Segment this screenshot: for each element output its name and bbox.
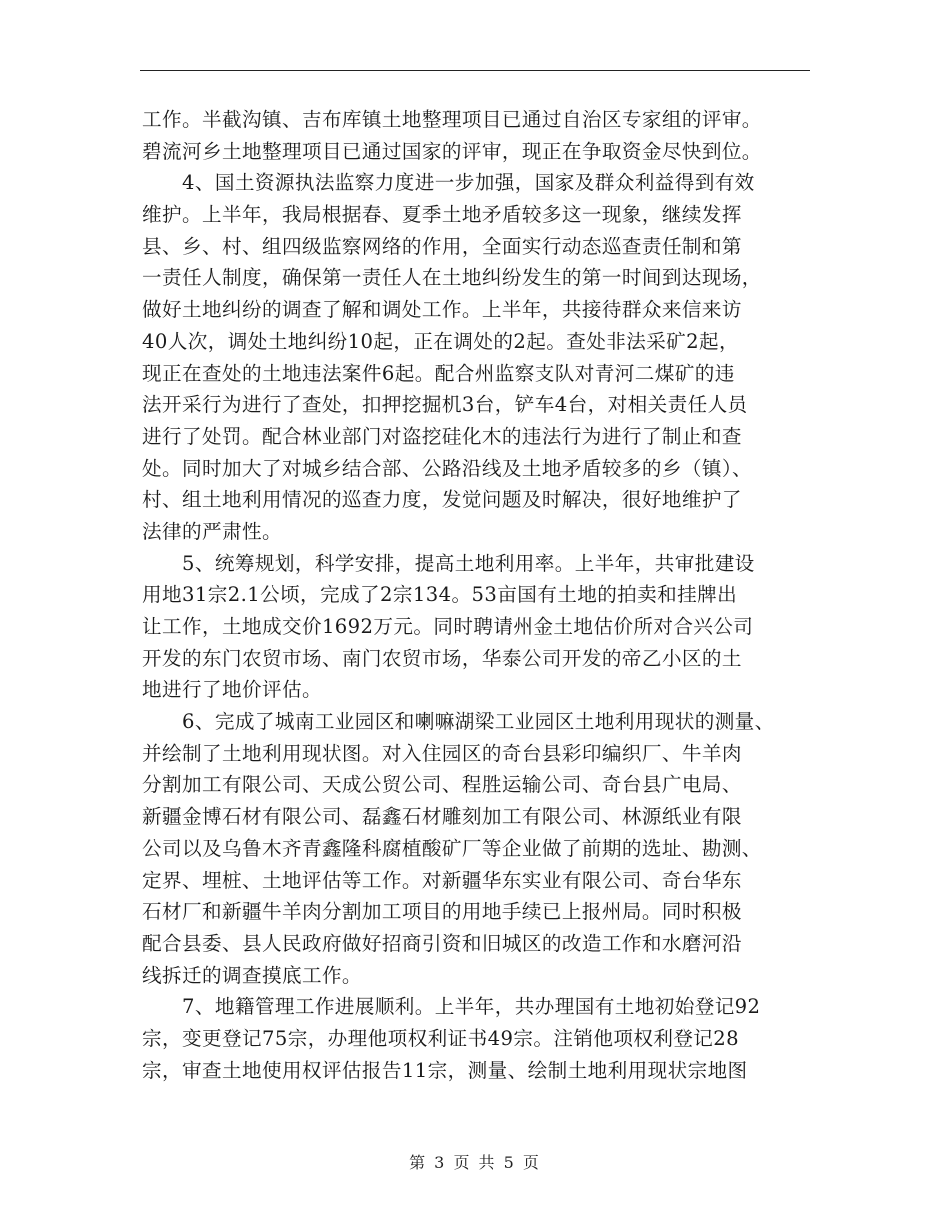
text-line: 现正在查处的土地违法案件6起。配合州监察支队对青河二煤矿的违 — [142, 361, 735, 385]
text-line: 村、组土地利用情况的巡查力度，发觉问题及时解决，很好地维护了 — [142, 488, 742, 512]
text-line: 维护。上半年，我局根据春、夏季土地矛盾较多这一现象，继续发挥 — [142, 203, 742, 227]
text-line: 地进行了地价评估。 — [142, 678, 322, 702]
text-line: 40人次，调处土地纠纷10起，正在调处的2起。查处非法采矿2起， — [142, 329, 740, 353]
text-line: 公司以及乌鲁木齐青鑫隆科腐植酸矿厂等企业做了前期的选址、勘测、 — [142, 836, 762, 860]
text-line: 线拆迁的调查摸底工作。 — [142, 963, 362, 987]
text-line: 进行了处罚。配合林业部门对盗挖硅化木的违法行为进行了制止和查 — [142, 424, 742, 448]
text-line: 一责任人制度，确保第一责任人在土地纠纷发生的第一时间到达现场， — [142, 266, 762, 290]
text-line: 县、乡、村、组四级监察网络的作用，全面实行动态巡查责任制和第 — [142, 234, 742, 258]
text-line: 做好土地纠纷的调查了解和调处工作。上半年，共接待群众来信来访 — [142, 298, 742, 322]
text-line: 宗，变更登记75宗，办理他项权利证书49宗。注销他项权利登记28 — [142, 1026, 740, 1050]
text-line: 新疆金博石材有限公司、磊鑫石材雕刻加工有限公司、林源纸业有限 — [142, 805, 742, 829]
text-line: 6、完成了城南工业园区和喇嘛湖梁工业园区土地利用现状的测量、 — [142, 710, 775, 734]
text-line: 7、地籍管理工作进展顺利。上半年，共办理国有土地初始登记92 — [142, 995, 761, 1019]
text-line: 处。同时加大了对城乡结合部、公路沿线及土地矛盾较多的乡（镇）、 — [142, 456, 753, 480]
header-rule — [140, 70, 810, 71]
text-line: 法律的严肃性。 — [142, 519, 282, 543]
text-line: 法开采行为进行了查处，扣押挖掘机3台，铲车4台，对相关责任人员 — [142, 393, 748, 417]
text-line: 5、统筹规划，科学安排，提高土地利用率。上半年，共审批建设 — [142, 551, 755, 575]
page-footer: 第 3 页 共 5 页 — [409, 1153, 541, 1172]
text-line: 并绘制了土地利用现状图。对入住园区的奇台县彩印编织厂、牛羊肉 — [142, 741, 742, 765]
text-line: 工作。半截沟镇、吉布库镇土地整理项目已通过自治区专家组的评审。 — [142, 108, 762, 131]
text-line: 配合县委、县人民政府做好招商引资和旧城区的改造工作和水磨河沿 — [142, 931, 742, 955]
text-line: 石材厂和新疆牛羊肉分割加工项目的用地手续已上报州局。同时积极 — [142, 900, 742, 924]
text-line: 分割加工有限公司、天成公贸公司、程胜运输公司、奇台县广电局、 — [142, 773, 742, 797]
text-line: 定界、埋桩、土地评估等工作。对新疆华东实业有限公司、奇台华东 — [142, 868, 742, 892]
text-line: 让工作，土地成交价1692万元。同时聘请州金土地估价所对合兴公司 — [142, 615, 754, 638]
text-line: 宗，审查土地使用权评估报告11宗，测量、绘制土地利用现状宗地图 — [142, 1058, 748, 1082]
text-line: 用地31宗2.1公顷，完成了2宗134。53亩国有土地的拍卖和挂牌出 — [142, 583, 738, 607]
text-line: 碧流河乡土地整理项目已通过国家的评审，现正在争取资金尽快到位。 — [142, 139, 762, 163]
text-line: 4、国土资源执法监察力度进一步加强，国家及群众利益得到有效 — [142, 171, 755, 195]
body-text — [142, 104, 814, 1086]
text-line: 开发的东门农贸市场、南门农贸市场，华泰公司开发的帝乙小区的土 — [142, 646, 742, 670]
